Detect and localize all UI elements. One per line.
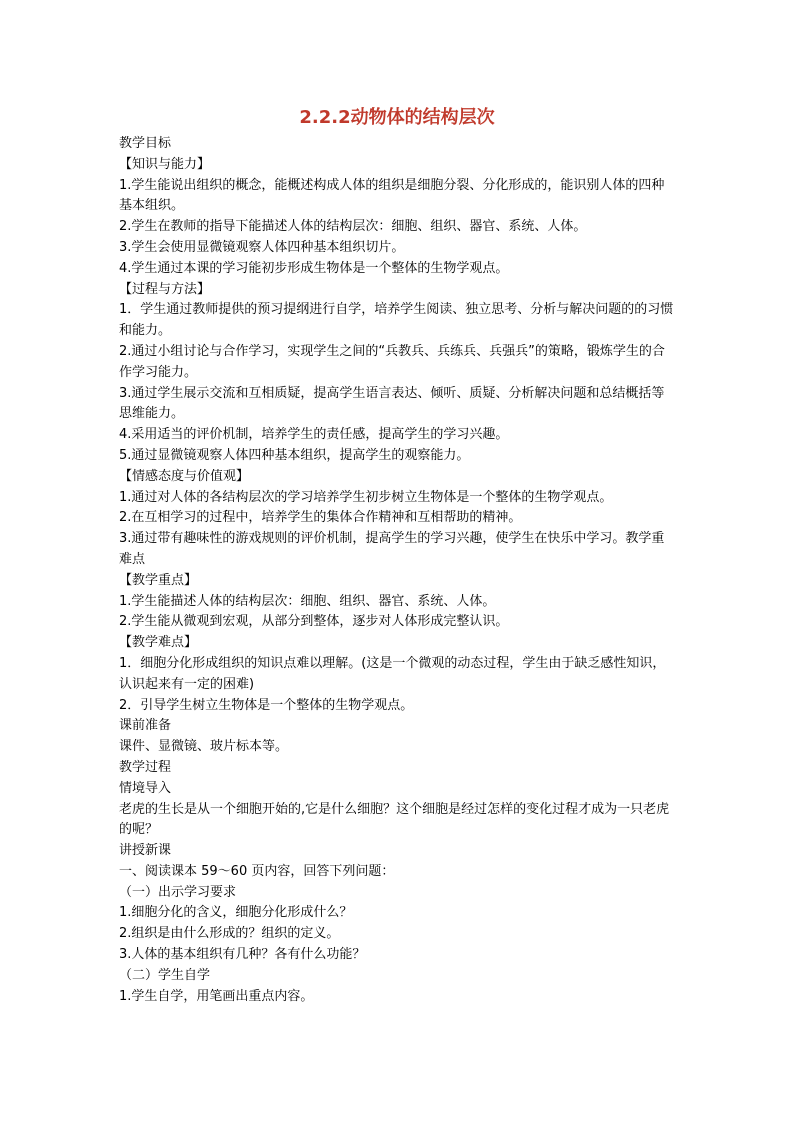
paragraph: 2.学生在教师的指导下能描述人体的结构层次：细胞、组织、器官、系统、人体。: [119, 219, 587, 235]
paragraph: 2.组织是由什么形成的？组织的定义。: [119, 926, 340, 942]
document-body: [119, 134, 677, 1007]
paragraph: 2．引导学生树立生物体是一个整体的生物学观点。: [119, 697, 414, 713]
paragraph: 2.在互相学习的过程中，培养学生的集体合作精神和互相帮助的精神。: [119, 510, 522, 526]
subsection-heading: 【教学难点】: [119, 635, 198, 651]
subsection-heading: 【过程与方法】: [119, 281, 211, 297]
paragraph: 3.人体的基本组织有几种？各有什么功能？: [119, 947, 366, 963]
paragraph: 5.通过显微镜观察人体四种基本组织，提高学生的观察能力。: [119, 447, 470, 463]
paragraph: 1．学生通过教师提供的预习提纲进行自学，培养学生阅读、独立思考、分析与解决问题的的习惯和能力。: [119, 302, 674, 339]
paragraph: 1.通过对人体的各结构层次的学习培养学生初步树立生物体是一个整体的生物学观点。: [119, 489, 613, 505]
paragraph: 老虎的生长是从一个细胞开始的,它是什么细胞？这个细胞是经过怎样的变化过程才成为一只老虎的呢？: [119, 801, 670, 838]
paragraph: （一）出示学习要求: [119, 884, 237, 900]
subsection-heading: 【知识与能力】: [119, 156, 211, 172]
paragraph: 2.学生能从微观到宏观，从部分到整体，逐步对人体形成完整认识。: [119, 614, 509, 630]
paragraph: 一、阅读课本 59～60 页内容，回答下列问题：: [119, 863, 395, 879]
paragraph: 3.通过学生展示交流和互相质疑，提高学生语言表达、倾听、质疑、分析解决问题和总结概括等思维能力。: [119, 385, 665, 422]
section-heading: 情境导入: [119, 780, 172, 796]
paragraph: 1.学生能描述人体的结构层次：细胞、组织、器官、系统、人体。: [119, 593, 496, 609]
section-heading: 教学目标: [119, 136, 172, 151]
paragraph: 4.采用适当的评价机制，培养学生的责任感，提高学生的学习兴趣。: [119, 427, 509, 443]
paragraph: 1.细胞分化的含义，细胞分化形成什么？: [119, 905, 353, 921]
paragraph: 1.学生自学，用笔画出重点内容。: [119, 988, 314, 1004]
paragraph: 4.学生通过本课的学习能初步形成生物体是一个整体的生物学观点。: [119, 260, 509, 276]
paragraph: 3.通过带有趣味性的游戏规则的评价机制，提高学生的学习兴趣，使学生在快乐中学习。教学重难点: [119, 531, 665, 567]
section-heading: 课前准备: [119, 718, 172, 734]
paragraph: 1.学生能说出组织的概念，能概述构成人体的组织是细胞分裂、分化形成的，能识别人体的四种基本组织。: [119, 177, 665, 214]
section-heading: 讲授新课: [119, 843, 172, 859]
paragraph: 1．细胞分化形成组织的知识点难以理解。(这是一个微观的动态过程，学生由于缺乏感性知识，认识起来有一定的困难): [119, 655, 666, 692]
paragraph: 课件、显微镜、玻片标本等。: [119, 739, 289, 755]
section-heading: 教学过程: [119, 759, 172, 775]
subsection-heading: 【情感态度与价值观】: [119, 468, 250, 484]
paragraph: （二）学生自学: [119, 967, 211, 983]
document-title: 2.2.2动物体的结构层次: [299, 107, 495, 128]
paragraph: 3.学生会使用显微镜观察人体四种基本组织切片。: [119, 239, 405, 255]
paragraph: 2.通过小组讨论与合作学习，实现学生之间的“兵教兵、兵练兵、兵强兵”的策略，锻炼学生的合作学习能力。: [119, 343, 665, 380]
subsection-heading: 【教学重点】: [119, 572, 198, 588]
